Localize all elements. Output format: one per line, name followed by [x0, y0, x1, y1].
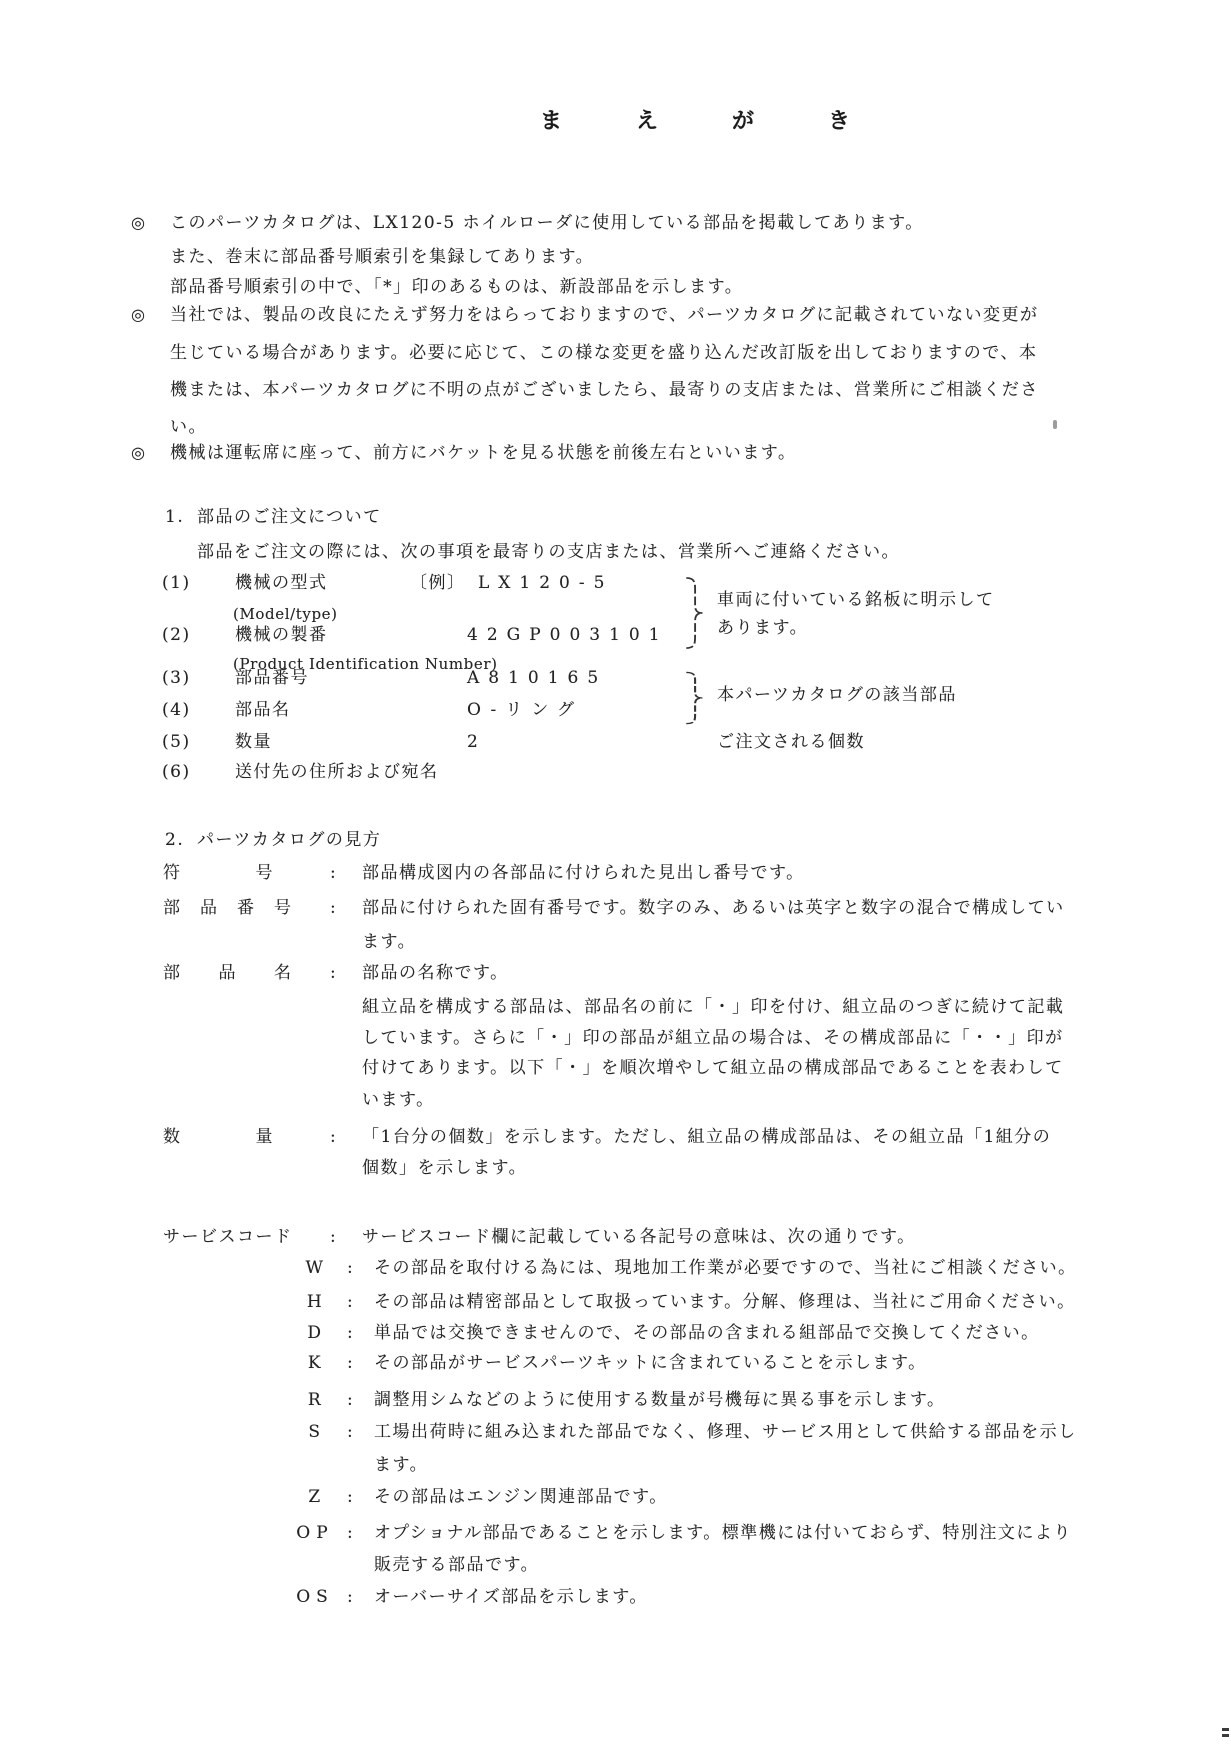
order-item-label: 送付先の住所および宛名: [235, 762, 439, 782]
preface-note-line: い。: [170, 417, 207, 437]
order-item-value: 2: [467, 732, 480, 752]
legend-colon: :: [347, 1422, 355, 1442]
order-item-no: (5): [162, 732, 191, 752]
service-code-desc: その部品がサービスパーツキットに含まれていることを示します。: [374, 1353, 927, 1373]
order-item-sublabel: (Model/type): [233, 605, 338, 623]
legend-desc: サービスコード欄に記載している各記号の意味は、次の通りです。: [362, 1227, 916, 1247]
service-code-desc: 単品では交換できませんので、その部品の含まれる組部品で交換してください。: [374, 1323, 1040, 1343]
legend-desc: 部品に付けられた固有番号です。数字のみ、あるいは英字と数字の混合で構成してい: [362, 898, 1065, 918]
legend-colon: :: [347, 1292, 355, 1312]
legend-term: 部 品 番 号: [163, 898, 293, 918]
legend-colon: :: [347, 1390, 355, 1410]
service-code-desc: オプショナル部品であることを示します。標準機には付いておらず、特別注文により: [374, 1523, 1072, 1543]
service-code-desc: 工場出荷時に組み込まれた部品でなく、修理、サービス用として供給する部品を示し: [374, 1422, 1077, 1442]
legend-colon: :: [347, 1353, 355, 1373]
order-annotation: あります。: [717, 618, 809, 638]
section2-heading: パーツカタログの見方: [197, 830, 382, 850]
legend-colon: :: [347, 1587, 355, 1607]
service-code: K: [307, 1353, 323, 1373]
scan-artifact: [1053, 420, 1057, 429]
service-code: D: [307, 1323, 323, 1343]
service-code: R: [307, 1390, 323, 1410]
service-code: W: [305, 1258, 325, 1278]
legend-colon: :: [330, 963, 338, 983]
note-bullet-icon: ◎: [131, 213, 147, 232]
service-code-desc: その部品を取付ける為には、現地加工作業が必要ですので、当社にご相談ください。: [374, 1258, 1077, 1278]
order-item-label: 部品名: [235, 700, 291, 720]
order-item-no: (3): [162, 668, 191, 688]
order-item-label: 機械の型式: [235, 573, 328, 593]
preface-note-line: 機または、本パーツカタログに不明の点がございましたら、最寄りの支店または、営業所にご相談くださ: [170, 380, 1039, 400]
note-bullet-icon: ◎: [131, 305, 147, 324]
legend-desc: 「1台分の個数」を示します。ただし、組立品の構成部品は、その組立品「1組分の: [362, 1127, 1052, 1147]
legend-term: 符 号: [163, 863, 274, 883]
brace-icon: [683, 576, 705, 650]
service-code: Z: [308, 1487, 322, 1507]
page-title: ま え が き: [540, 108, 877, 134]
legend-colon: :: [330, 1127, 338, 1147]
legend-desc: 組立品を構成する部品は、部品名の前に「・」印を付け、組立品のつぎに続けて記載: [362, 997, 1065, 1017]
order-item-no: (2): [162, 625, 191, 645]
service-code: OP: [296, 1523, 334, 1543]
legend-term: 部 品 名: [163, 963, 293, 983]
section2-heading-no: 2.: [165, 830, 185, 850]
order-item-label: 数量: [235, 732, 272, 752]
scan-artifact: [1222, 1734, 1229, 1737]
legend-colon: :: [347, 1523, 355, 1543]
order-annotation: 車両に付いている銘板に明示して: [717, 590, 995, 610]
preface-note-line: 当社では、製品の改良にたえず努力をはらっておりますので、パーツカタログに記載されていない変更が: [170, 305, 1039, 325]
preface-note-line: 機械は運転席に座って、前方にバケットを見る状態を前後左右といいます。: [170, 443, 797, 463]
preface-note-line: このパーツカタログは、LX120-5 ホイルローダに使用している部品を掲載してあります。: [170, 213, 924, 233]
preface-note-line: 部品番号順索引の中で、「*」印のあるものは、新設部品を示します。: [170, 277, 744, 297]
service-code: S: [308, 1422, 322, 1442]
section1-heading-no: 1.: [165, 507, 185, 527]
service-code-desc: ます。: [374, 1455, 429, 1475]
order-item-note: ご注文される個数: [717, 732, 865, 752]
service-code-desc: その部品はエンジン関連部品です。: [374, 1487, 668, 1507]
brace-icon: [683, 671, 705, 725]
legend-desc: 部品構成図内の各部品に付けられた見出し番号です。: [362, 863, 805, 883]
order-item-value: LX120-5: [478, 573, 614, 593]
section1-heading: 部品のご注文について: [197, 507, 382, 527]
order-item-no: (4): [162, 700, 191, 720]
legend-colon: :: [347, 1258, 355, 1278]
legend-colon: :: [330, 863, 338, 883]
legend-colon: :: [330, 1227, 338, 1247]
order-item-label: 部品番号: [235, 668, 309, 688]
legend-colon: :: [347, 1323, 355, 1343]
legend-desc: 個数」を示します。: [362, 1158, 528, 1178]
order-item-label: 機械の製番: [235, 625, 328, 645]
legend-desc: 部品の名称です。: [362, 963, 509, 983]
preface-note-line: 生じている場合があります。必要に応じて、この様な変更を盛り込んだ改訂版を出しておりますので、本: [170, 343, 1038, 363]
note-bullet-icon: ◎: [131, 443, 147, 462]
legend-desc: います。: [362, 1090, 435, 1110]
scan-artifact: [1222, 1728, 1229, 1731]
service-code-desc: 販売する部品です。: [374, 1555, 540, 1575]
preface-note-line: また、巻末に部品番号順索引を集録してあります。: [170, 247, 595, 267]
legend-desc: ます。: [362, 932, 417, 952]
order-item-value: O-リング: [467, 700, 583, 720]
legend-desc: 付けてあります。以下「・」を順次増やして組立品の構成部品であることを表わして: [362, 1058, 1064, 1078]
order-item-sublabel: (Product Identification Number): [233, 655, 498, 673]
legend-colon: :: [330, 898, 338, 918]
service-code-desc: その部品は精密部品として取扱っています。分解、修理は、当社にご用命ください。: [374, 1292, 1076, 1312]
legend-term: 数 量: [163, 1127, 274, 1147]
service-code-desc: 調整用シムなどのように使用する数量が号機毎に異る事を示します。: [374, 1390, 946, 1410]
order-annotation: 本パーツカタログの該当部品: [717, 685, 957, 705]
order-intro: 部品をご注文の際には、次の事項を最寄りの支店または、営業所へご連絡ください。: [197, 542, 900, 562]
order-item-no: (1): [162, 573, 191, 593]
order-item-no: (6): [162, 762, 191, 782]
legend-colon: :: [347, 1487, 355, 1507]
legend-term: サービスコード: [163, 1227, 293, 1247]
service-code: H: [306, 1292, 324, 1312]
order-item-value: 42GP003101: [467, 625, 669, 645]
legend-desc: しています。さらに「・」印の部品が組立品の場合は、その構成部品に「・・」印が: [362, 1028, 1064, 1048]
order-item-value: A810165: [467, 668, 608, 688]
service-code-desc: オーバーサイズ部品を示します。: [374, 1587, 648, 1607]
service-code: OS: [296, 1587, 334, 1607]
order-item-example-prefix: 〔例〕: [410, 573, 466, 593]
